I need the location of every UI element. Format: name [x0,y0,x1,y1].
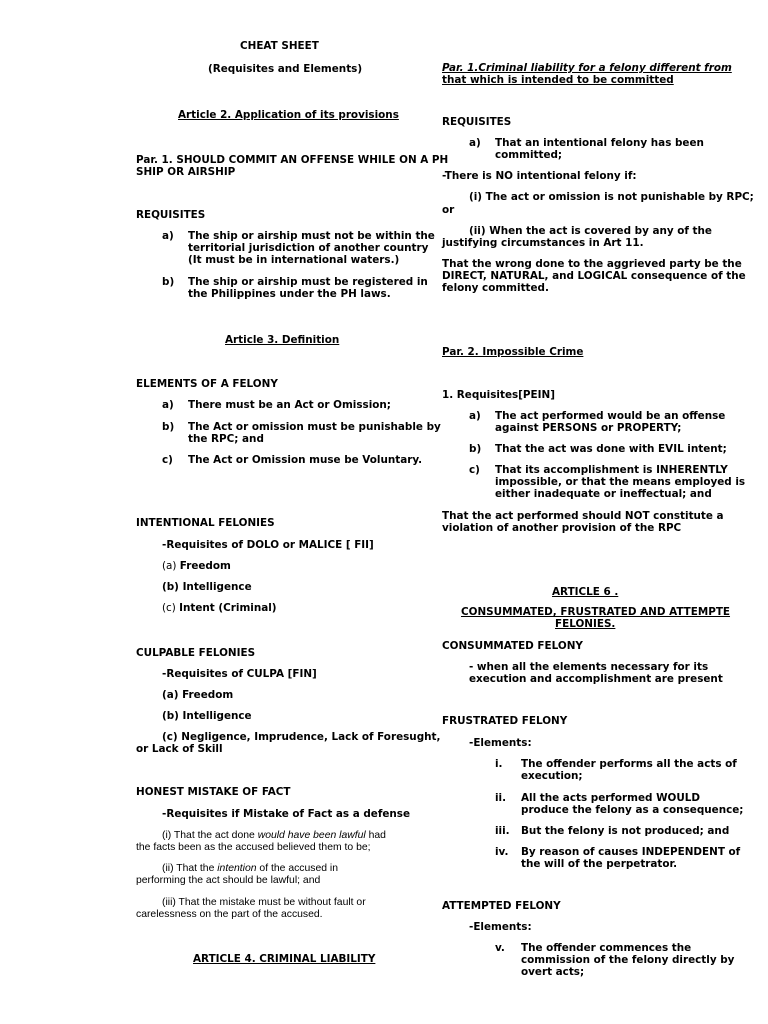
doc-subtitle: (Requisites and Elements) [208,63,363,75]
article-2-heading: Article 2. Application of its provisions [178,109,399,121]
list-item-line: The ship or airship must not be within the [188,230,435,242]
mistake-item-line: (i) That the act done would have been lawful had [162,830,386,841]
mistake-item-line: performing the act should be lawful; and [136,875,321,886]
list-item-line: The Act or Omission muse be Voluntary. [188,454,423,466]
list-item-line: committed; [495,149,563,161]
article-6-heading: ARTICLE 6 . [552,586,619,598]
dolo-item: (c) Intent (Criminal) [162,602,277,614]
article-6-title-line2: FELONIES. [555,618,616,630]
par1-heading-line1: Par. 1. SHOULD COMMIT AN OFFENSE WHILE ON A PH [136,154,449,166]
list-item-line: (It must be in international waters.) [188,254,400,266]
culpa-item: (b) Intelligence [162,710,252,722]
not-violation-line: violation of another provision of the RPC [442,522,682,534]
frustrated-elements-label: -Elements: [469,737,532,749]
culpa-item-cont: or Lack of Skill [136,743,223,755]
list-marker: b) [162,276,175,288]
list-marker: c) [162,454,173,466]
no-intentional-felony: -There is NO intentional felony if: [442,170,637,182]
no-intent-item-cont: justifying circumstances in Art 11. [442,237,644,249]
no-intent-item: (ii) When the act is covered by any of the [469,225,712,237]
list-marker: iii. [495,825,510,837]
list-item-line: either inadequate or ineffectual; and [495,488,712,500]
article-6-title-line1: CONSUMMATED, FRUSTRATED AND ATTEMPTE [461,606,731,618]
article-3-heading: Article 3. Definition [225,334,340,346]
list-item-line: The offender commences the [521,942,692,954]
dolo-item: (b) Intelligence [162,581,252,593]
attempted-elements-label: -Elements: [469,921,532,933]
pein-heading: 1. Requisites[PEIN] [442,389,555,401]
list-item-line: produce the felony as a consequence; [521,804,744,816]
list-marker: b) [162,421,175,433]
culpable-felonies-heading: CULPABLE FELONIES [136,647,256,659]
list-marker: c) [469,464,480,476]
or-text: or [442,204,455,216]
par1-heading-line2: SHIP OR AIRSHIP [136,166,236,178]
list-marker: b) [469,443,482,455]
no-intent-item: (i) The act or omission is not punishable by RPC; [469,191,754,203]
mistake-requisites: -Requisites if Mistake of Fact as a defense [162,808,411,820]
wrong-done-line: felony committed. [442,282,549,294]
attempted-heading: ATTEMPTED FELONY [442,900,561,912]
mistake-item-line: carelessness on the part of the accused. [136,909,323,920]
list-item-line: That its accomplishment is INHERENTLY [495,464,728,476]
dolo-item: (a) Freedom [162,560,231,572]
par2-heading: Par. 2. Impossible Crime [442,346,584,358]
mistake-item-line: (ii) That the intention of the accused in [162,863,338,874]
list-item-line: the will of the perpetrator. [521,858,678,870]
elements-felony-heading: ELEMENTS OF A FELONY [136,378,278,390]
list-item-line: execution; [521,770,583,782]
frustrated-heading: FRUSTRATED FELONY [442,715,568,727]
consummated-def: - when all the elements necessary for its [469,661,709,673]
list-item-line: against PERSONS or PROPERTY; [495,422,682,434]
wrong-done-line: That the wrong done to the aggrieved party be the [442,258,742,270]
list-marker: i. [495,758,503,770]
list-marker: a) [162,230,174,242]
article-4-heading: ARTICLE 4. CRIMINAL LIABILITY [193,953,376,965]
dolo-requisites: -Requisites of DOLO or MALICE [ FII] [162,539,374,551]
mistake-of-fact-heading: HONEST MISTAKE OF FACT [136,786,291,798]
list-item-line: impossible, or that the means employed is [495,476,746,488]
list-marker: v. [495,942,505,954]
list-item-line: The act performed would be an offense [495,410,726,422]
requisites-heading: REQUISITES [136,209,206,221]
consummated-heading: CONSUMMATED FELONY [442,640,583,652]
r-par1-heading-line2: that which is intended to be committed [442,74,674,86]
list-item-line: the Philippines under the PH laws. [188,288,391,300]
culpa-item: (c) Negligence, Imprudence, Lack of Foresught, [162,731,441,743]
list-item-line: All the acts performed WOULD [521,792,701,804]
culpa-requisites: -Requisites of CULPA [FIN] [162,668,317,680]
list-item-line: That the act was done with EVIL intent; [495,443,727,455]
list-marker: a) [162,399,174,411]
mistake-item-line: (iii) That the mistake must be without fault or [162,897,366,908]
list-item-line: The ship or airship must be registered in [188,276,428,288]
r-requisites-heading: REQUISITES [442,116,512,128]
list-item-line: the RPC; and [188,433,264,445]
list-item-line: There must be an Act or Omission; [188,399,391,411]
list-marker: ii. [495,792,507,804]
consummated-def: execution and accomplishment are present [469,673,723,685]
list-marker: iv. [495,846,509,858]
list-item-line: By reason of causes INDEPENDENT of [521,846,741,858]
list-item-line: But the felony is not produced; and [521,825,730,837]
list-marker: a) [469,410,481,422]
wrong-done-line: DIRECT, NATURAL, and LOGICAL consequence of the [442,270,746,282]
not-violation-line: That the act performed should NOT constitute a [442,510,724,522]
list-item-line: The offender performs all the acts of [521,758,737,770]
list-marker: a) [469,137,481,149]
mistake-item-line: the facts been as the accused believed them to be; [136,842,371,853]
list-item-line: That an intentional felony has been [495,137,704,149]
list-item-line: commission of the felony directly by [521,954,735,966]
list-item-line: The Act or omission must be punishable by [188,421,441,433]
culpa-item: (a) Freedom [162,689,234,701]
intentional-felonies-heading: INTENTIONAL FELONIES [136,517,275,529]
list-item-line: overt acts; [521,966,585,978]
list-item-line: territorial jurisdiction of another country [188,242,429,254]
doc-title: CHEAT SHEET [240,40,319,52]
r-par1-heading-line1: Par. 1.Criminal liability for a felony different from [442,62,732,74]
